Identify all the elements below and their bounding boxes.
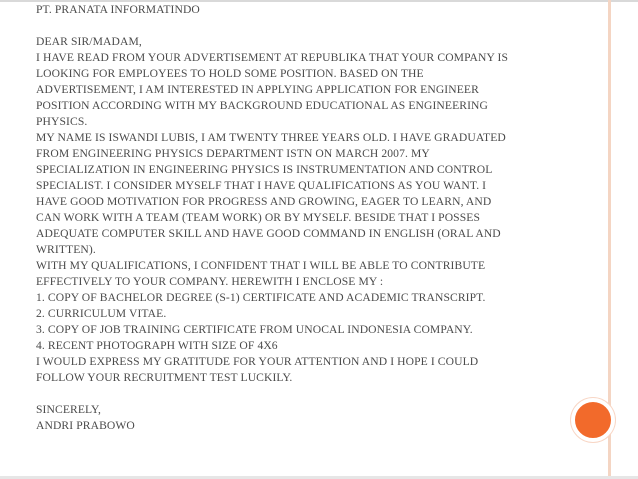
letter-body <box>36 2 606 434</box>
letter-line: PHYSICS. <box>36 115 88 128</box>
blank-line <box>36 386 606 402</box>
letter-line: WITH MY QUALIFICATIONS, I CONFIDENT THAT I WILL BE ABLE TO CONTRIBUTE <box>36 259 486 272</box>
enclosure-item: 3. COPY OF JOB TRAINING CERTIFICATE FROM UNOCAL INDONESIA COMPANY. <box>36 323 473 336</box>
company-header: PT. PRANATA INFORMATINDO <box>36 3 200 16</box>
signature: ANDRI PRABOWO <box>36 419 135 432</box>
letter-line: DEAR SIR/MADAM, <box>36 35 142 48</box>
enclosure-item: 1. COPY OF BACHELOR DEGREE (S-1) CERTIFICATE AND ACADEMIC TRANSCRIPT. <box>36 291 486 304</box>
letter-line: MY NAME IS ISWANDI LUBIS, I AM TWENTY THREE YEARS OLD. I HAVE GRADUATED <box>36 131 506 144</box>
letter-line: ADEQUATE COMPUTER SKILL AND HAVE GOOD COMMAND IN ENGLISH (ORAL AND <box>36 227 501 240</box>
letter-line: I HAVE READ FROM YOUR ADVERTISEMENT AT REPUBLIKA THAT YOUR COMPANY IS <box>36 51 509 64</box>
letter-line: I WOULD EXPRESS MY GRATITUDE FOR YOUR ATTENTION AND I HOPE I COULD <box>36 355 479 368</box>
letter-line: WRITTEN). <box>36 243 96 256</box>
blank-line <box>36 18 606 34</box>
letter-line: EFFECTIVELY TO YOUR COMPANY. HEREWITH I ENCLOSE MY : <box>36 275 384 288</box>
letter-line: CAN WORK WITH A TEAM (TEAM WORK) OR BY MYSELF. BESIDE THAT I POSSES <box>36 211 481 224</box>
closing: SINCERELY, <box>36 403 102 416</box>
letter-line: SPECIALIZATION IN ENGINEERING PHYSICS IS INSTRUMENTATION AND CONTROL <box>36 163 493 176</box>
letter-line: FOLLOW YOUR RECRUITMENT TEST LUCKILY. <box>36 371 293 384</box>
enclosure-item: 4. RECENT PHOTOGRAPH WITH SIZE OF 4X6 <box>36 339 278 352</box>
letter-line: FROM ENGINEERING PHYSICS DEPARTMENT ISTN ON MARCH 2007. MY <box>36 147 430 160</box>
letter-line: POSITION ACCORDING WITH MY BACKGROUND EDUCATIONAL AS ENGINEERING <box>36 99 488 112</box>
letter-line: SPECIALIST. I CONSIDER MYSELF THAT I HAVE QUALIFICATIONS AS YOU WANT. I <box>36 179 487 192</box>
enclosure-item: 2. CURRICULUM VITAE. <box>36 307 167 320</box>
letter-line: LOOKING FOR EMPLOYEES TO HOLD SOME POSITION. BASED ON THE <box>36 67 424 80</box>
letter-line: HAVE GOOD MOTIVATION FOR PROGRESS AND GROWING, EAGER TO LEARN, AND <box>36 195 492 208</box>
letter-line: ADVERTISEMENT, I AM INTERESTED IN APPLYING APPLICATION FOR ENGINEER <box>36 83 479 96</box>
